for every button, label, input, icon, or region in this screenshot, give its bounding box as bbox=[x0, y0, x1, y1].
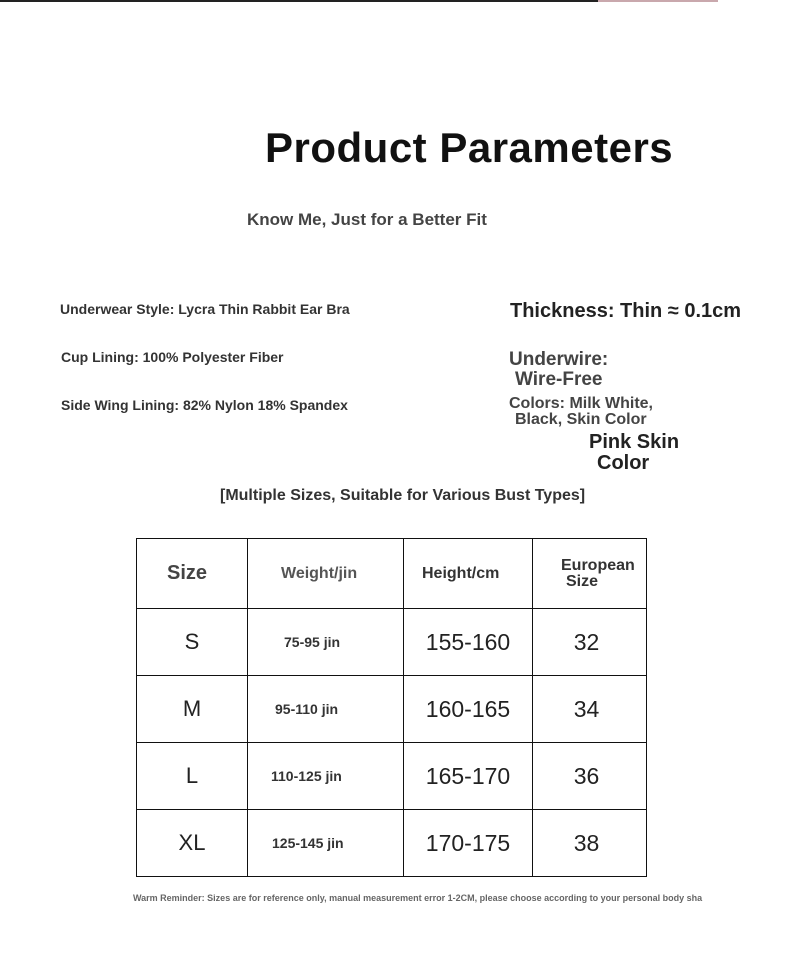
cell-size: M bbox=[137, 676, 248, 743]
cell-weight: 125-145 jin bbox=[248, 810, 404, 877]
cell-weight: 110-125 jin bbox=[248, 743, 404, 810]
underwire-label: Underwire: bbox=[509, 349, 609, 370]
cell-weight: 95-110 jin bbox=[248, 676, 404, 743]
header-weight: Weight/jin bbox=[248, 539, 404, 609]
cell-height: 160-165 bbox=[404, 676, 533, 743]
size-table-header bbox=[137, 539, 647, 609]
page-title: Product Parameters bbox=[265, 124, 674, 171]
pink-line-1: Pink Skin bbox=[589, 431, 680, 453]
param-underwear-style: Underwear Style: Lycra Thin Rabbit Ear Bra bbox=[60, 301, 350, 317]
table-row bbox=[137, 676, 647, 743]
cell-height: 170-175 bbox=[404, 810, 533, 877]
cell-size: XL bbox=[137, 810, 248, 877]
cell-european: 38 bbox=[533, 810, 647, 877]
page-subtitle: Know Me, Just for a Better Fit bbox=[247, 210, 487, 229]
cell-size: S bbox=[137, 609, 248, 676]
table-row bbox=[137, 743, 647, 810]
top-border-accent bbox=[598, 0, 718, 2]
header-european-line-1: European bbox=[561, 556, 635, 574]
param-pink-skin-color bbox=[589, 432, 679, 474]
top-border-line bbox=[0, 0, 598, 2]
param-underwire bbox=[509, 350, 608, 390]
size-table bbox=[136, 538, 647, 877]
cell-size: L bbox=[137, 743, 248, 810]
table-row bbox=[137, 810, 647, 877]
underwire-value: Wire-Free bbox=[515, 369, 603, 390]
sizes-note: [Multiple Sizes, Suitable for Various Bust Types] bbox=[220, 487, 586, 504]
param-side-wing-lining: Side Wing Lining: 82% Nylon 18% Spandex bbox=[61, 397, 348, 413]
param-cup-lining: Cup Lining: 100% Polyester Fiber bbox=[61, 349, 284, 365]
param-colors bbox=[509, 396, 653, 428]
header-height: Height/cm bbox=[404, 539, 533, 609]
table-row bbox=[137, 609, 647, 676]
colors-line-2: Black, Skin Color bbox=[515, 411, 647, 428]
cell-european: 36 bbox=[533, 743, 647, 810]
param-thickness: Thickness: Thin ≈ 0.1cm bbox=[510, 300, 742, 322]
cell-weight: 75-95 jin bbox=[248, 609, 404, 676]
header-european-size bbox=[533, 539, 647, 609]
warm-reminder: Warm Reminder: Sizes are for reference only, manual measurement error 1-2CM, please choose according to your personal body sha bbox=[133, 893, 703, 903]
cell-height: 155-160 bbox=[404, 609, 533, 676]
header-european-line-2: Size bbox=[566, 572, 599, 590]
cell-height: 165-170 bbox=[404, 743, 533, 810]
header-size: Size bbox=[137, 539, 248, 609]
cell-european: 32 bbox=[533, 609, 647, 676]
colors-line-1: Colors: Milk White, bbox=[509, 395, 653, 412]
cell-european: 34 bbox=[533, 676, 647, 743]
pink-line-2: Color bbox=[597, 452, 650, 474]
